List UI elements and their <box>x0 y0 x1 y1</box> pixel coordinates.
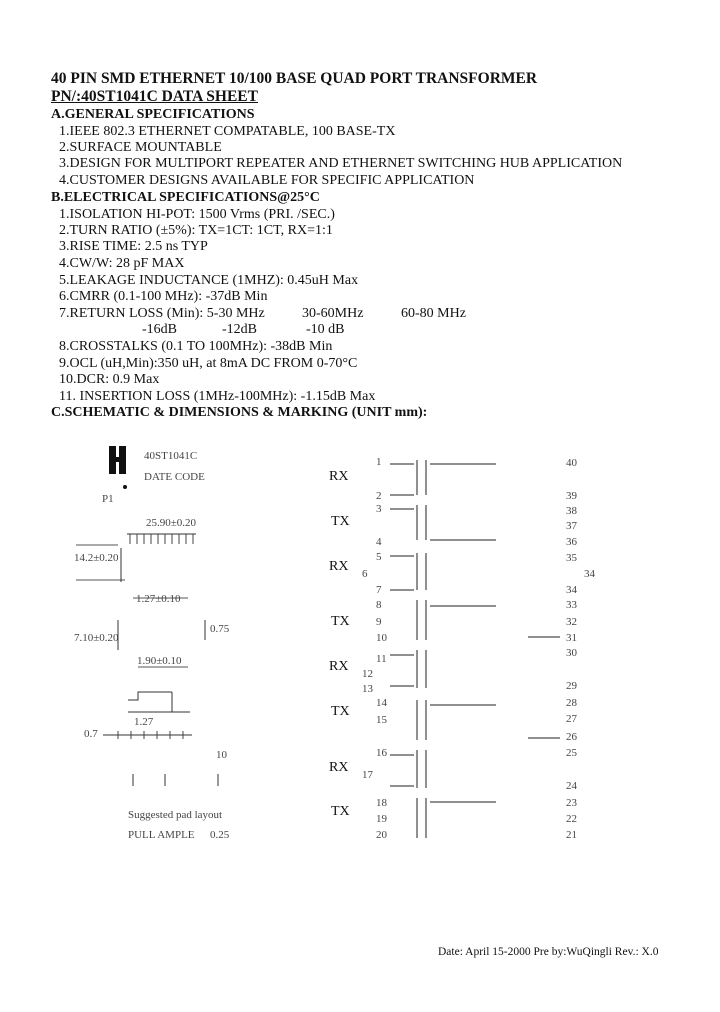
electrical-item: 2.TURN RATIO (±5%): TX=1CT: 1CT, RX=1:1 <box>59 223 333 238</box>
transformer-7 <box>390 750 426 788</box>
pin-number: 26 <box>566 731 577 743</box>
pin-number: 2 <box>376 490 382 502</box>
pad-width: 0.7 <box>84 728 98 740</box>
transformer-5 <box>390 650 426 688</box>
electrical-item: 6.CMRR (0.1-100 MHz): -37dB Min <box>59 289 268 304</box>
transformer-2 <box>390 505 496 540</box>
pin-number: 40 <box>566 457 577 469</box>
transformer-3 <box>390 553 426 590</box>
pin-number: 16 <box>376 747 387 759</box>
dim-height: 7.10±0.20 <box>74 632 119 644</box>
electrical-item: 4.CW/W: 28 pF MAX <box>59 256 185 271</box>
channel-label: TX <box>331 704 350 719</box>
general-heading: A.GENERAL SPECIFICATIONS <box>51 107 255 122</box>
transformer-6 <box>417 700 560 740</box>
return-loss-band-3: 60-80 MHz <box>401 306 466 321</box>
pad-layout-label: Suggested pad layout <box>128 809 223 821</box>
pin-number: 8 <box>376 599 382 611</box>
pin-number: 27 <box>566 713 577 725</box>
pin-number: 11 <box>376 653 387 665</box>
pin-number: 17 <box>362 769 373 781</box>
transformer-8 <box>417 798 496 838</box>
pin-number: 35 <box>566 552 577 564</box>
schematic-heading: C.SCHEMATIC & DIMENSIONS & MARKING (UNIT mm): <box>51 405 428 420</box>
dim-pitch: 1.27±0.10 <box>136 593 181 605</box>
pin-number: 10 <box>376 632 387 644</box>
pin-number: 36 <box>566 536 577 548</box>
pin1-label: P1 <box>102 493 114 505</box>
pin-number: 7 <box>376 584 382 596</box>
pin-number: 1 <box>376 456 382 468</box>
pin-number: 4 <box>376 536 382 548</box>
pull-ample-label: PULL AMPLE <box>128 829 195 841</box>
footer-info: Date: April 15-2000 Pre by:WuQingli Rev.: X.0 <box>438 946 659 958</box>
channel-label: TX <box>331 614 350 629</box>
pin-number: 3 <box>376 503 382 515</box>
pin-number: 15 <box>376 714 387 726</box>
pin-number: 24 <box>566 780 577 792</box>
pin-number: 39 <box>566 490 577 502</box>
pin-number: 30 <box>566 647 577 659</box>
dim-offset: 0.75 <box>210 623 230 635</box>
pin-number: 18 <box>376 797 387 809</box>
pin-number: 12 <box>362 668 373 680</box>
dim-width: 14.2±0.20 <box>74 552 119 564</box>
return-loss-value-1: -16dB <box>142 322 177 337</box>
channel-label: TX <box>331 514 350 529</box>
transformer-1 <box>390 460 496 495</box>
pin-number: 5 <box>376 551 382 563</box>
channel-label: TX <box>331 804 350 819</box>
electrical-item: 7.RETURN LOSS (Min): 5-30 MHz <box>59 306 265 321</box>
return-loss-value-2: -12dB <box>222 322 257 337</box>
channel-label: RX <box>329 559 349 574</box>
pin-number: 13 <box>362 683 373 695</box>
electrical-item: 1.ISOLATION HI-POT: 1500 Vrms (PRI. /SEC.) <box>59 207 335 222</box>
dim-standoff: 1.90±0.10 <box>137 655 182 667</box>
electrical-item: 5.LEAKAGE INDUCTANCE (1MHZ): 0.45uH Max <box>59 273 359 288</box>
pull-ample-value: 0.25 <box>210 829 230 841</box>
electrical-item: 9.OCL (uH,Min):350 uH, at 8mA DC FROM 0-70°C <box>59 356 358 371</box>
electrical-heading: B.ELECTRICAL SPECIFICATIONS@25°C <box>51 190 320 205</box>
pin-number: 28 <box>566 697 577 709</box>
return-loss-value-3: -10 dB <box>306 322 345 337</box>
pin-number: 34 <box>584 568 595 580</box>
pin-number: 38 <box>566 505 577 517</box>
electrical-item: 11. INSERTION LOSS (1MHz-100MHz): -1.15dB Max <box>59 389 376 404</box>
pin-number: 34 <box>566 584 577 596</box>
dim-length: 25.90±0.20 <box>146 517 197 529</box>
pin-number: 20 <box>376 829 387 841</box>
electrical-item: 10.DCR: 0.9 Max <box>59 372 160 387</box>
transformer-4 <box>417 600 560 640</box>
marking-line-2: DATE CODE <box>144 471 205 483</box>
general-item: 1.IEEE 802.3 ETHERNET COMPATABLE, 100 BASE-TX <box>59 124 396 139</box>
channel-label: RX <box>329 469 349 484</box>
electrical-item: 3.RISE TIME: 2.5 ns TYP <box>59 239 208 254</box>
pin-number: 31 <box>566 632 577 644</box>
pin-number: 37 <box>566 520 577 532</box>
pin-number: 32 <box>566 616 577 628</box>
pin-number: 21 <box>566 829 577 841</box>
general-item: 3.DESIGN FOR MULTIPORT REPEATER AND ETHERNET SWITCHING HUB APPLICATION <box>59 156 623 171</box>
pin-number: 29 <box>566 680 577 692</box>
pad-pitch: 1.27 <box>134 716 154 728</box>
pad-length: 10 <box>216 749 227 761</box>
channel-label: RX <box>329 659 349 674</box>
electrical-item: 8.CROSSTALKS (0.1 TO 100MHz): -38dB Min <box>59 339 333 354</box>
return-loss-band-2: 30-60MHz <box>302 306 364 321</box>
part-number: PN/:40ST1041C DATA SHEET <box>51 88 258 105</box>
general-item: 4.CUSTOMER DESIGNS AVAILABLE FOR SPECIFIC APPLICATION <box>59 173 475 188</box>
pin-number: 23 <box>566 797 577 809</box>
pin-number: 14 <box>376 697 387 709</box>
pin-number: 19 <box>376 813 387 825</box>
pin-number: 9 <box>376 616 382 628</box>
general-item: 2.SURFACE MOUNTABLE <box>59 140 222 155</box>
pin-number: 33 <box>566 599 577 611</box>
marking-line-1: 40ST1041C <box>144 450 198 462</box>
channel-label: RX <box>329 760 349 775</box>
pin-number: 6 <box>362 568 368 580</box>
pin-number: 22 <box>566 813 577 825</box>
pin-number: 25 <box>566 747 577 759</box>
doc-title: 40 PIN SMD ETHERNET 10/100 BASE QUAD PORT TRANSFORMER <box>51 70 538 87</box>
